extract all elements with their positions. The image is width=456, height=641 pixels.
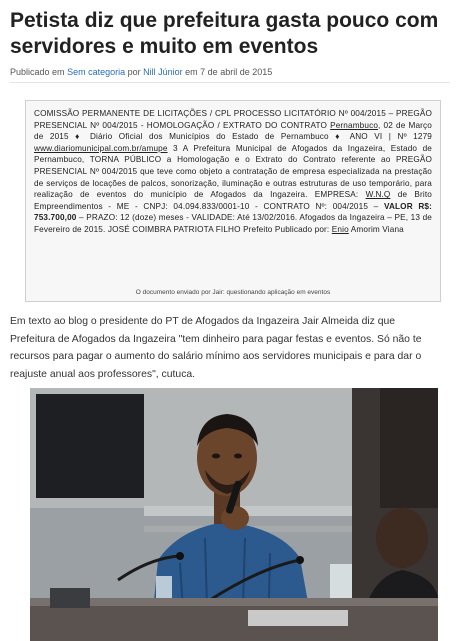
body-line: Em texto ao blog o presidente do PT de Afogados da Ingazeira Jair Almeida diz que [10, 316, 396, 327]
document-body: 3 A Prefeitura Municipal de Afogados da Ingazeira, Estado de Pernambuco, TORNA PÚBLICO a Homologação e o Extrato do Contrato referente ao PREGÃO PRESENCIAL Nº 004/2015 que teve como objeto a contratação de empresa especializada na prestação de serviços de locações de palcos, sonorização, iluminação e outras estruturas de uso temporário, para realização de eventos do município de Afogados da Ingazeira. EMPRESA: [34, 143, 432, 200]
document-heading: COMISSÃO PERMANENTE DE LICITAÇÕES / CPL PROCESSO LICITATÓRIO Nº 004/2015 – PREGÃO PRESENCIAL Nº 004/2015 - HOMOLOGAÇÃO / EXTRATO DO CONTRATO [34, 109, 432, 130]
post-title-line2[interactable]: servidores e muito em eventos [10, 35, 319, 58]
document-terms: – PRAZO: 12 (doze) meses - VALIDADE: Até 13/02/2016. Afogados da Ingazeira – PE, 13 de Fevereiro de 2015. JOSÉ COIMBRA PATRIOTA FILHO Prefeito Publicado por: [34, 213, 433, 234]
body-line: reajuste anual aos professores", cutuca. [10, 368, 196, 380]
document-url: www.diariomunicipal.com.br/amupe [34, 143, 168, 153]
speaker-photo [30, 388, 438, 641]
category-link[interactable]: Sem categoria [67, 67, 126, 77]
document-caption: O documento enviado por Jair: questionando aplicação em eventos [135, 289, 331, 296]
document-publisher-last: Amorim Viana [350, 224, 404, 234]
meta-by-label: por [127, 67, 141, 77]
post-body [10, 313, 456, 383]
document-state-link: Pernambuco [330, 120, 379, 130]
body-line: recursos para pagar o aumento do salário mínimo aos servidores municipais e para dar o [10, 351, 422, 362]
document-contract: de Brito Empreendimentos - ME - CNPJ: 04.094.833/0001-10 - CONTRATO Nº: 004/2015 – [34, 190, 432, 211]
document-text [34, 108, 432, 236]
post-title-line1[interactable]: Petista diz que prefeitura gasta pouco com [10, 9, 439, 32]
post-date: em 7 de abril de 2015 [185, 67, 273, 77]
document-image [25, 100, 441, 302]
speaker-photo-illustration [30, 388, 438, 641]
body-line: Prefeitura de Afogados da Ingazeira "tem dinheiro para pagar festas e eventos. Só não te [10, 333, 422, 345]
document-publisher-first: Enio [331, 224, 349, 234]
meta-published-label: Publicado em [10, 67, 65, 77]
author-link[interactable]: Nill Júnior [143, 67, 183, 77]
document-gazette: , 02 de Março de 2015 ♦ Diário Oficial dos Municípios do Estado de Pernambuco ♦ ANO VI | Nº 1279 [34, 120, 432, 142]
post-title[interactable] [10, 8, 454, 60]
document-company: W.N.Q [365, 190, 391, 200]
meta-divider [10, 82, 450, 83]
document-value: VALOR R$: 753.700,00 [34, 201, 432, 223]
post-meta [10, 66, 450, 78]
